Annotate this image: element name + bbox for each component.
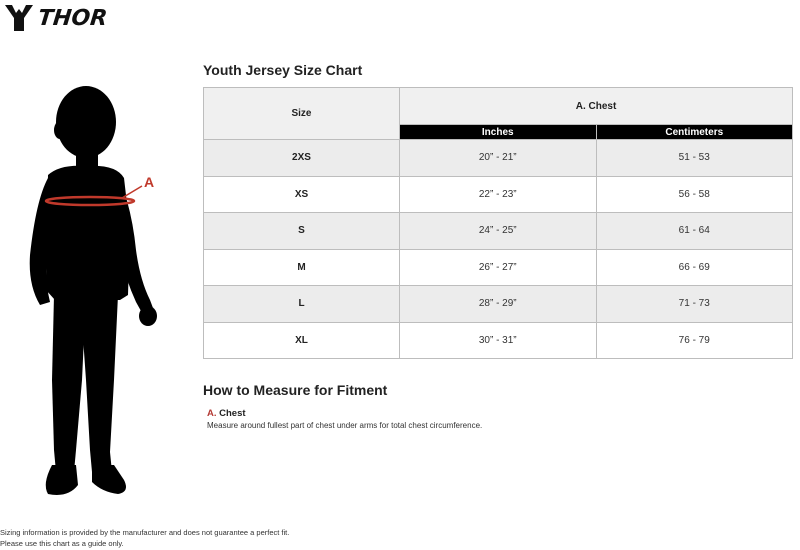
size-cell: L [204, 286, 400, 323]
table-row [204, 322, 793, 359]
how-to-measure-title: How to Measure for Fitment [203, 382, 388, 398]
disclaimer [0, 527, 289, 549]
measure-letter: A. [207, 408, 217, 419]
inches-cell: 26” - 27” [400, 249, 597, 286]
brand-name: THOR [36, 5, 109, 31]
table-row [204, 213, 793, 250]
centimeters-cell: 61 - 64 [596, 213, 793, 250]
chest-column-header: A. Chest [400, 88, 793, 125]
centimeters-cell: 66 - 69 [596, 249, 793, 286]
thor-logo-icon [4, 4, 34, 32]
inches-cell: 20” - 21” [400, 140, 597, 177]
size-cell: M [204, 249, 400, 286]
inches-column-header: Inches [400, 125, 597, 140]
size-cell: S [204, 213, 400, 250]
table-row [204, 249, 793, 286]
size-cell: 2XS [204, 140, 400, 177]
centimeters-column-header: Centimeters [596, 125, 793, 140]
inches-cell: 22” - 23” [400, 176, 597, 213]
inches-cell: 28” - 29” [400, 286, 597, 323]
child-silhouette-icon [20, 80, 170, 500]
inches-cell: 24” - 25” [400, 213, 597, 250]
centimeters-cell: 71 - 73 [596, 286, 793, 323]
measure-label-text: Chest [219, 408, 246, 419]
centimeters-cell: 51 - 53 [596, 140, 793, 177]
centimeters-cell: 76 - 79 [596, 322, 793, 359]
inches-cell: 30” - 31” [400, 322, 597, 359]
chest-marker-letter: A [144, 174, 155, 190]
size-chart-table [203, 87, 793, 359]
child-figure [20, 80, 170, 500]
chest-measure-label [207, 408, 246, 419]
table-row [204, 140, 793, 177]
table-row [204, 286, 793, 323]
chart-title: Youth Jersey Size Chart [203, 62, 363, 78]
disclaimer-line-2: Please use this chart as a guide only. [0, 539, 124, 548]
chest-measure-description: Measure around fullest part of chest under arms for total chest circumference. [207, 421, 483, 430]
table-row [204, 176, 793, 213]
size-cell: XL [204, 322, 400, 359]
size-column-header: Size [204, 88, 400, 140]
centimeters-cell: 56 - 58 [596, 176, 793, 213]
disclaimer-line-1: Sizing information is provided by the manufacturer and does not guarantee a perfect fit. [0, 528, 290, 537]
brand-logo [4, 4, 107, 32]
size-cell: XS [204, 176, 400, 213]
